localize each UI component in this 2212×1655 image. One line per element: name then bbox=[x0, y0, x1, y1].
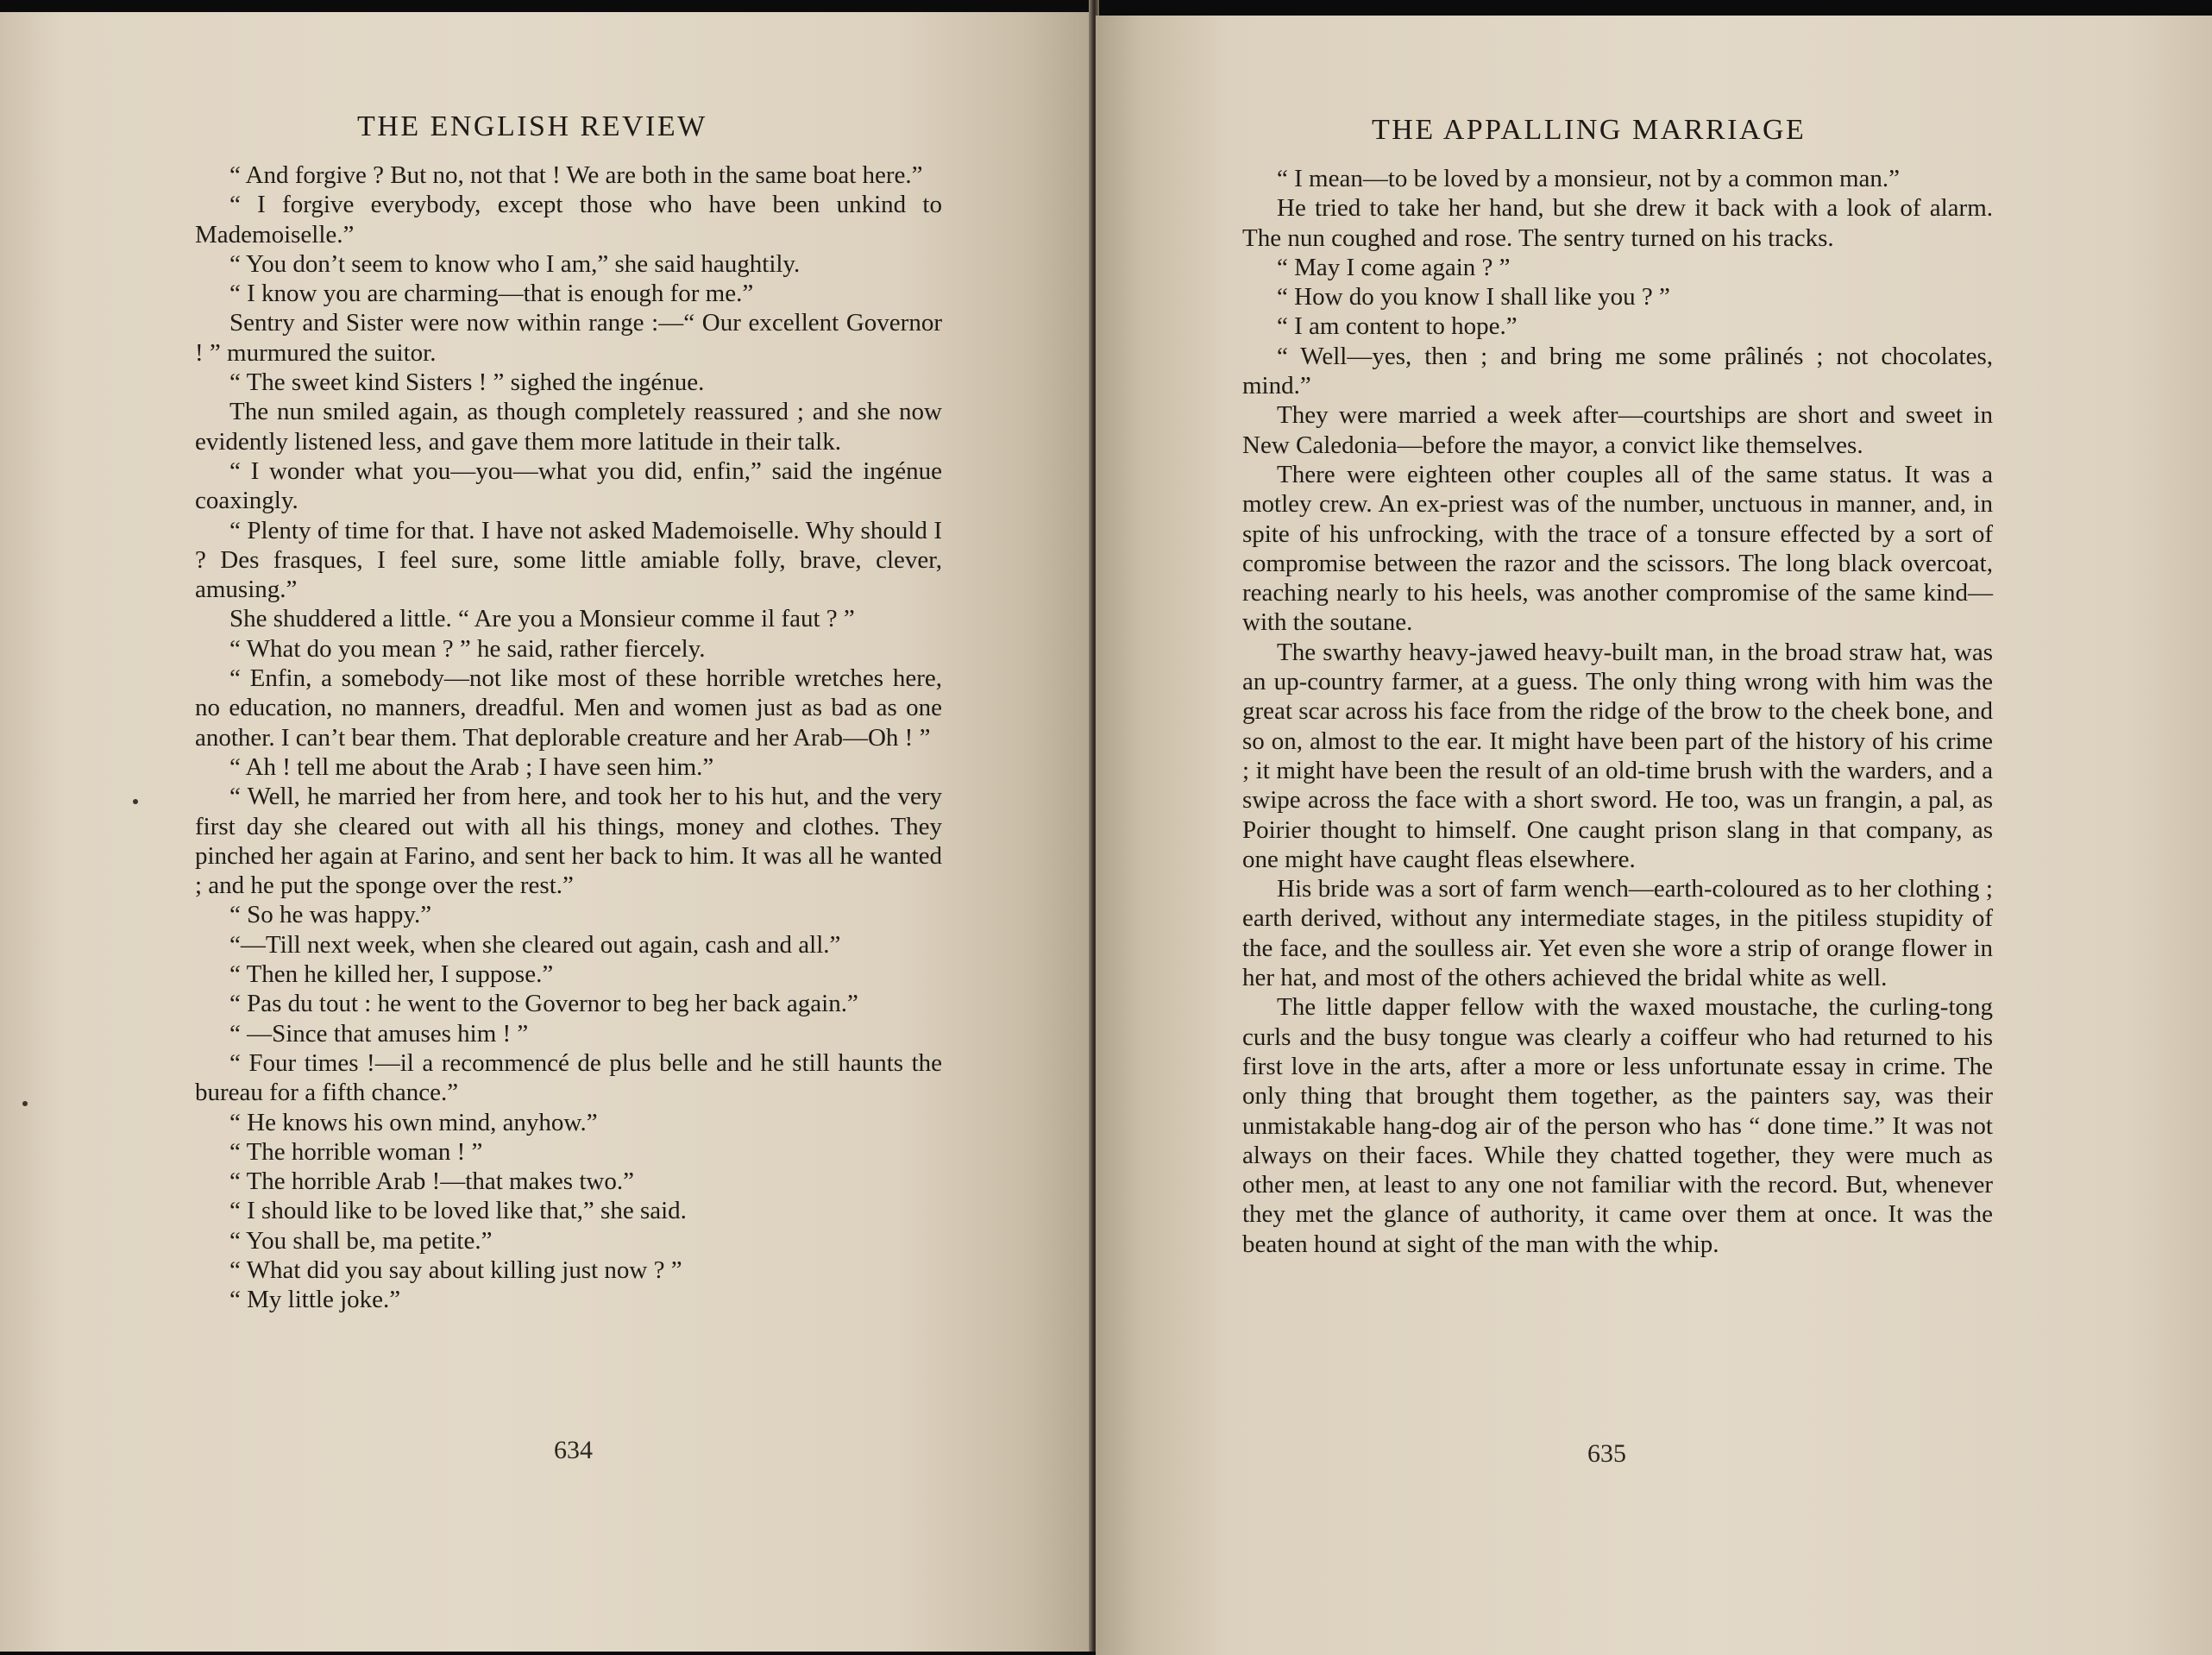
left-paragraph: “ The sweet kind Sisters ! ” sighed the ingénue. bbox=[229, 368, 705, 397]
left-paragraph: “ Ah ! tell me about the Arab ; I have seen him.” bbox=[229, 752, 714, 781]
left-paragraph: “ I know you are charming—that is enough for me.” bbox=[229, 280, 754, 308]
left-paragraph: Sentry and Sister were now within range :—“ Our excellent Governor ! ” murmured the suitor. bbox=[195, 309, 942, 367]
right-running-head: THE APPALLING MARRIAGE bbox=[1372, 114, 1807, 146]
left-paragraph: “ You don’t seem to know who I am,” she said haughtily. bbox=[229, 249, 801, 278]
left-paragraph: “ The horrible woman ! ” bbox=[229, 1137, 483, 1166]
left-page-text bbox=[195, 160, 942, 1315]
left-paragraph: “ What do you mean ? ” he said, rather fiercely. bbox=[229, 634, 706, 663]
right-paragraph: His bride was a sort of farm wench—earth-coloured as to her clothing ; earth derived, without any intermediate stages, in the pitiless stupidity of the face, and the soulless air. Yet even she wore a strip of orange flower in her hat, and most of the others achieved the bridal white as well. bbox=[1242, 875, 1993, 992]
left-paragraph: “ Well, he married her from here, and took her to his hut, and the very first day she cleared out with all his things, money and clothes. They pinched her again at Farino, and sent her back to him. It was all he wanted ; and he put the sponge over the rest.” bbox=[195, 783, 942, 900]
right-paragraph: “ How do you know I shall like you ? ” bbox=[1277, 283, 1670, 311]
right-paragraph: “ Well—yes, then ; and bring me some prâlinés ; not chocolates, mind.” bbox=[1242, 342, 1993, 400]
right-paragraph: “ May I come again ? ” bbox=[1277, 253, 1511, 281]
left-page-number: 634 bbox=[554, 1436, 593, 1464]
left-paragraph: “ And forgive ? But no, not that ! We are both in the same boat here.” bbox=[229, 161, 923, 189]
right-page-text bbox=[1242, 164, 1993, 1259]
left-paragraph: “ My little joke.” bbox=[229, 1286, 401, 1314]
paper-speck bbox=[133, 799, 138, 804]
right-paragraph: “ I am content to hope.” bbox=[1277, 312, 1518, 341]
left-paragraph: “ What did you say about killing just now ? ” bbox=[229, 1255, 682, 1284]
left-running-head: THE ENGLISH REVIEW bbox=[357, 110, 707, 142]
left-paragraph: “ I should like to be loved like that,” she said. bbox=[229, 1197, 687, 1225]
right-paragraph: There were eighteen other couples all of the same status. It was a motley crew. An ex-priest was of the number, unctuous in manner, and, in spite of his unfrocking, with the trace of a tonsure effected by a sort of compromise between the razor and the scissors. The long black overcoat, reaching nearly to his heels, was another compromise of the same kind—with the soutane. bbox=[1242, 460, 1993, 637]
right-paragraph: They were married a week after—courtships are short and sweet in New Caledonia—before the mayor, a convict like themselves. bbox=[1242, 401, 1993, 459]
left-paragraph: “—Till next week, when she cleared out again, cash and all.” bbox=[229, 930, 841, 959]
paper-speck bbox=[22, 1101, 28, 1106]
left-page bbox=[0, 12, 1090, 1652]
left-paragraph: “ Four times !—il a recommencé de plus belle and he still haunts the bureau for a fifth chance.” bbox=[195, 1048, 942, 1107]
left-paragraph: “ You shall be, ma petite.” bbox=[229, 1226, 493, 1255]
right-paragraph: The swarthy heavy-jawed heavy-built man, in the broad straw hat, was an up-country farmer, at a guess. The only thing wrong with him was the great scar across his face from the ridge of the brow to the cheek bone, and so on, almost to the ear. It might have been part of the history of his crime ; it might have been the result of an old-time brush with the warders, and a swipe across the face with a short sword. He too, was un frangin, a pal, as Poirier thought to himself. One caught prison slang in that company, as one might have caught fleas elsewhere. bbox=[1242, 638, 1993, 873]
left-paragraph: “ Enfin, a somebody—not like most of these horrible wretches here, no education, no manners, dreadful. Men and women just as bad as one another. I can’t bear them. That deplorable creature and her Arab—Oh ! ” bbox=[195, 664, 942, 752]
left-paragraph: She shuddered a little. “ Are you a Monsieur comme il faut ? ” bbox=[229, 605, 855, 633]
left-paragraph: “ The horrible Arab !—that makes two.” bbox=[229, 1167, 634, 1196]
left-paragraph: “ —Since that amuses him ! ” bbox=[229, 1019, 529, 1048]
left-paragraph: The nun smiled again, as though completely reassured ; and she now evidently listened less, and gave them more latitude in their talk. bbox=[195, 398, 942, 456]
left-paragraph: “ I forgive everybody, except those who have been unkind to Mademoiselle.” bbox=[195, 191, 942, 249]
left-paragraph: “ Pas du tout : he went to the Governor to beg her back again.” bbox=[229, 990, 858, 1018]
right-paragraph: The little dapper fellow with the waxed moustache, the curling-tong curls and the busy tongue was clearly a coiffeur who had returned to his first love in the arts, after a more or less unfortunate essay in crime. The only thing that brought them together, as the painters say, was their unmistakable hang-dog air of the person who has “ done time.” It was not always on their faces. While they chatted together, they were much as other men, at least to any one not familiar with the record. But, whenever they met the glance of authority, it came over them at once. It was the beaten hound at sight of the man with the whip. bbox=[1242, 993, 1993, 1258]
right-paragraph: “ I mean—to be loved by a monsieur, not by a common man.” bbox=[1277, 165, 1901, 192]
left-paragraph: “ Plenty of time for that. I have not asked Mademoiselle. Why should I ? Des frasques, I feel sure, some little amiable folly, brave, clever, amusing.” bbox=[195, 516, 942, 604]
right-page-number: 635 bbox=[1587, 1439, 1626, 1468]
left-paragraph: “ He knows his own mind, anyhow.” bbox=[229, 1108, 598, 1136]
left-paragraph: “ So he was happy.” bbox=[229, 901, 432, 929]
right-paragraph: He tried to take her hand, but she drew it back with a look of alarm. The nun coughed and rose. The sentry turned on his tracks. bbox=[1242, 194, 1993, 252]
left-paragraph: “ I wonder what you—you—what you did, enfin,” said the ingénue coaxingly. bbox=[195, 456, 942, 515]
left-paragraph: “ Then he killed her, I suppose.” bbox=[229, 960, 554, 989]
right-page bbox=[1096, 16, 2212, 1655]
